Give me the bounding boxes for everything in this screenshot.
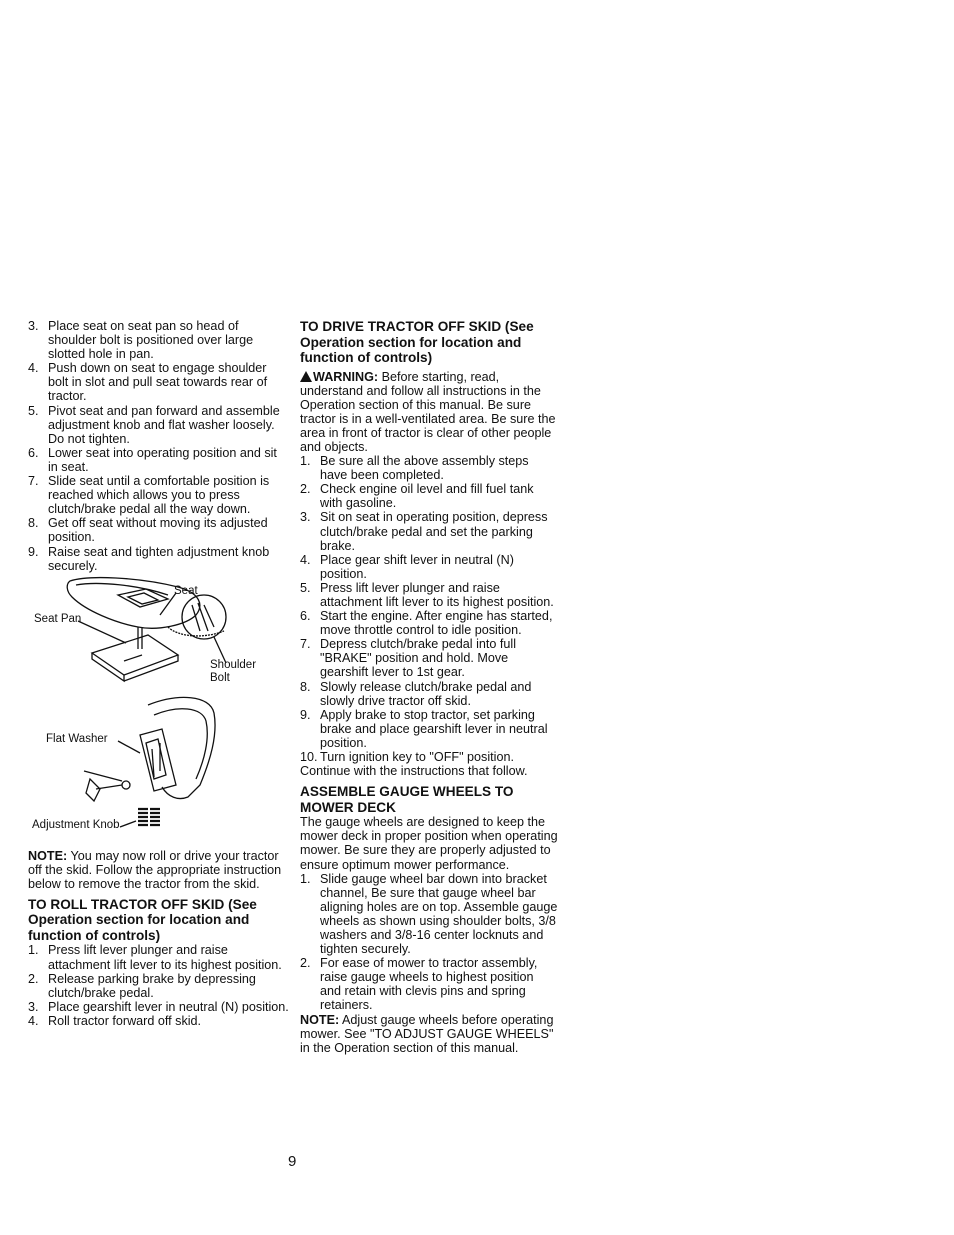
flat-washer-label: Flat Washer — [46, 732, 108, 745]
list-item: 3. Sit on seat in operating position, depress clutch/brake pedal and set the parking brake. — [300, 510, 548, 553]
seat-steps-list — [28, 319, 290, 573]
seat-assembly-figure — [28, 575, 290, 845]
list-item: 1. Be sure all the above assembly steps have been completed. — [300, 454, 529, 483]
list-item: 10. Turn ignition key to "OFF" position. — [300, 750, 514, 765]
skid-note: NOTE: You may now roll or drive your tractor off the skid. Follow the appropriate instruction below to remove the tractor from the skid. — [28, 848, 282, 891]
gauge-steps-list — [300, 872, 558, 1013]
continue-text: Continue with the instructions that follow. — [300, 764, 528, 779]
list-item: 2. For ease of mower to tractor assembly, raise gauge wheels to highest position and retain with clevis pins and spring retainers. — [300, 956, 538, 1013]
warning-triangle-icon — [300, 371, 312, 382]
left-column — [28, 319, 290, 1028]
list-item: 7. Slide seat until a comfortable position is reached which allows you to press clutch/brake pedal all the way down. — [28, 474, 270, 517]
roll-steps-list — [28, 943, 290, 1028]
right-column — [300, 319, 558, 1055]
gauge-note: NOTE: Adjust gauge wheels before operating mower. See "TO ADJUST GAUGE WHEELS" in the Operation section of this manual. — [300, 1012, 554, 1055]
list-item: 3. Place gearshift lever in neutral (N) position. — [28, 999, 289, 1014]
shoulder-bolt-label-line1: Shoulder — [210, 658, 257, 671]
list-item: 8. Get off seat without moving its adjusted position. — [28, 516, 268, 545]
list-item: 6. Lower seat into operating position and sit in seat. — [28, 445, 277, 474]
list-item: 4. Push down on seat to engage shoulder bolt in slot and pull seat towards rear of tractor. — [28, 361, 268, 404]
adjustment-knob-label: Adjustment Knob — [32, 818, 120, 831]
roll-tractor-heading: TO ROLL TRACTOR OFF SKID (See Operation section for location and function of controls) — [28, 896, 257, 943]
list-item: 5. Pivot seat and pan forward and assemble adjustment knob and flat washer loosely. Do not tighten. — [28, 403, 280, 446]
seat-pan-label: Seat Pan — [34, 612, 82, 625]
gauge-wheels-heading: ASSEMBLE GAUGE WHEELS TO MOWER DECK — [300, 784, 514, 815]
list-item: 1. Press lift lever plunger and raise attachment lift lever to its highest position. — [28, 943, 282, 972]
list-item: 2. Check engine oil level and fill fuel tank with gasoline. — [300, 482, 534, 511]
list-item: 4. Place gear shift lever in neutral (N) position. — [300, 552, 514, 581]
list-item: 9. Raise seat and tighten adjustment knob securely. — [28, 544, 270, 573]
list-item: 6. Start the engine. After engine has started, move throttle control to idle position. — [300, 609, 553, 638]
warning-paragraph: WARNING: Before starting, read, understand and follow all instructions in the Operation section of this manual. Be sure tractor is in a well-ventilated area. Be sure the area in front of tractor is clear of other people and objects. — [300, 369, 556, 454]
list-item: 8. Slowly release clutch/brake pedal and slowly drive tractor off skid. — [300, 679, 532, 708]
list-item: 5. Press lift lever plunger and raise attachment lift lever to its highest position. — [300, 580, 554, 609]
gauge-intro: The gauge wheels are designed to keep the mower deck in proper position when operating mower. Be sure they are properly adjusted to ensure optimum mower performance. — [300, 815, 558, 872]
page-number: 9 — [288, 1153, 297, 1170]
shoulder-bolt-label-line2: Bolt — [210, 671, 230, 684]
list-item: 2. Release parking brake by depressing clutch/brake pedal. — [28, 971, 256, 1000]
list-item: 1. Slide gauge wheel bar down into bracket channel, Be sure that gauge wheel bar aligning holes are on top. Assemble gauge wheels as shown using shoulder bolts, 3/8 washers and 3/8-16 center locknuts and tighten securely. — [300, 871, 558, 957]
list-item: 9. Apply brake to stop tractor, set parking brake and place gearshift lever in neutral position. — [300, 707, 548, 750]
list-item: 7. Depress clutch/brake pedal into full "BRAKE" position and hold. Move gearshift lever to 1st gear. — [300, 637, 517, 680]
drive-steps-list — [300, 454, 558, 764]
seat-label: Seat — [174, 584, 198, 597]
list-item: 3. Place seat on seat pan so head of shoulder bolt is positioned over large slotted hole in pan. — [28, 319, 254, 362]
drive-tractor-heading: TO DRIVE TRACTOR OFF SKID (See Operation section for location and function of controls) — [300, 319, 534, 365]
list-item: 4. Roll tractor forward off skid. — [28, 1013, 202, 1028]
